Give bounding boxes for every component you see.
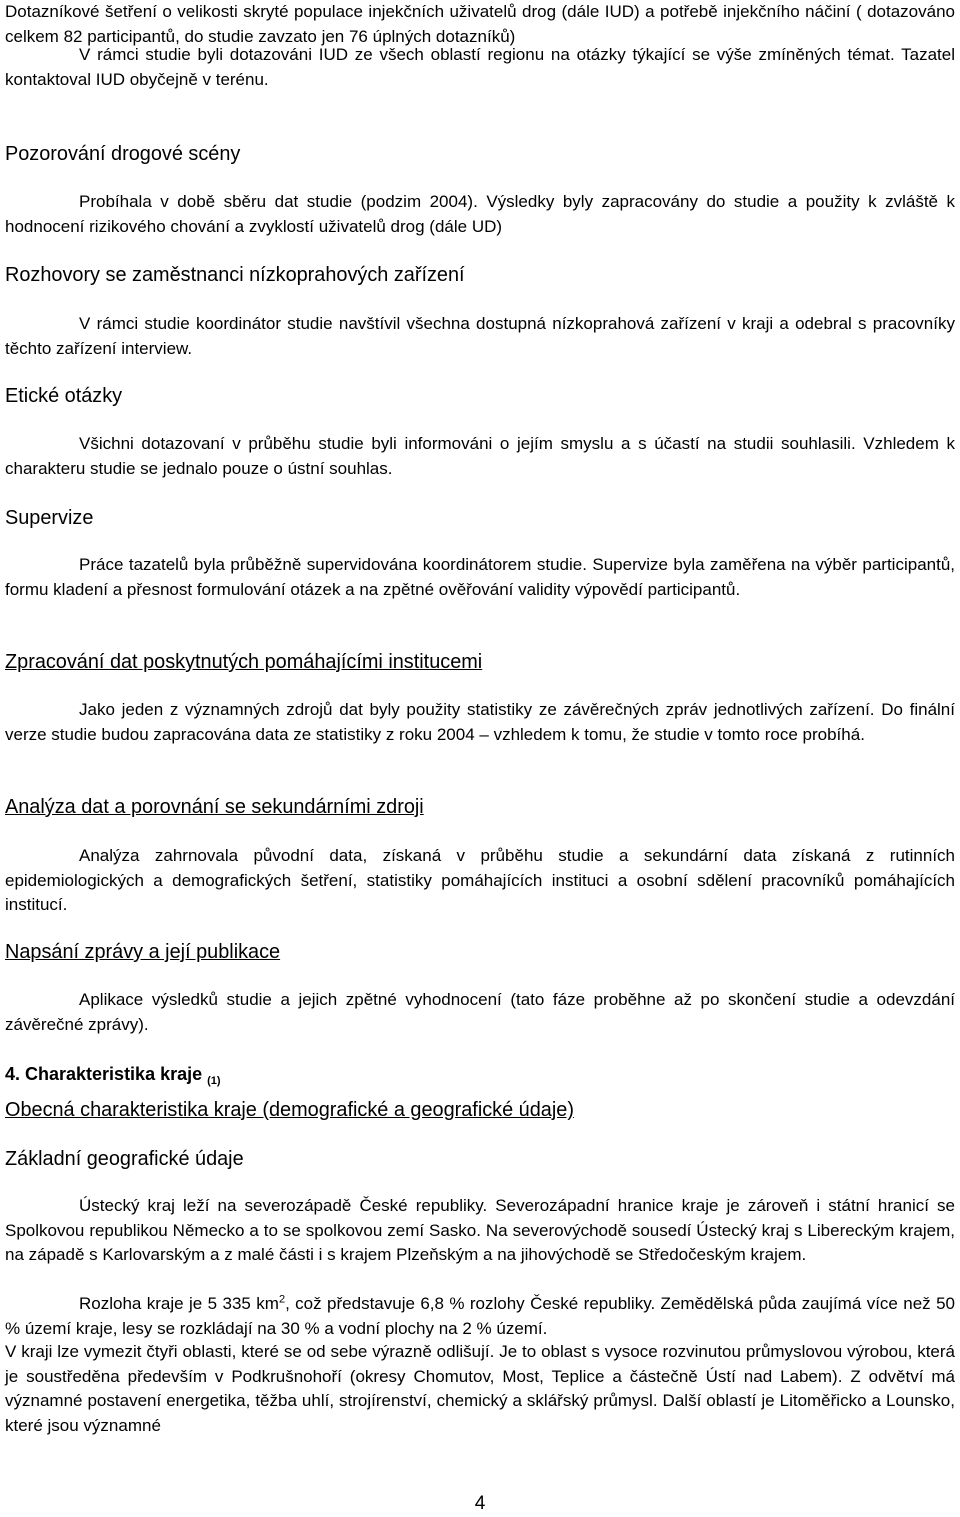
paragraph-institution-data-processing: Jako jeden z významných zdrojů dat byly použity statistiky ze závěrečných zpráv jednotlivých zařízení. Do finální verze studie budou zapracována data ze statistiky z roku 2004 – vzhledem k tomu, že studie v tomto roce probíhá. [5, 700, 955, 744]
paragraph-data-analysis: Analýza zahrnovala původní data, získaná v průběhu studie a sekundární data získaná z rutinních epidemiologických a demografických šetření, statistiky pomáhajících instituci a osobní sdělení pracovníků pomáhajících institucí. [5, 846, 955, 914]
heading-ethical-questions: Etické otázky [5, 385, 123, 407]
area-unit-exponent: 2 [278, 1293, 286, 1306]
paragraph-report-publication: Aplikace výsledků studie a jejich zpětné vyhodnocení (tato fáze proběhne až po skončení studie a odevzdání závěrečné zprávy). [5, 990, 955, 1034]
paragraph-intro: Dotazníkové šetření o velikosti skryté populace injekčních uživatelů drog (dále IUD) a potřebě injekčního náčiní ( dotazováno celkem 82 participantů, do studie zavzato jen 76 úplných dotazníků) [5, 2, 955, 46]
paragraph-geography-regions: V kraji lze vymezit čtyři oblasti, které se od sebe výrazně odlišují. Je to oblast s vysoce rozvinutou průmyslovou výrobou, která je soustředěna především v Podkrušnohoří (okresy Chomutov, Most, Teplice a částečně Ústí nad Labem). Z odvětví má významné postavení energetika, těžba uhlí, strojírenství, chemický a sklářský průmysl. Další oblastí je Litoměřicko a Lounsko, které jsou významné [5, 1342, 955, 1435]
heading-report-publication: Napsání zprávy a její publikace [5, 941, 281, 963]
paragraph-ethical-questions: Všichni dotazovaní v průběhu studie byli informováni o jejím smyslu a s účastí na studii souhlasili. Vzhledem k charakteru studie se jednalo pouze o ústní souhlas. [5, 434, 955, 478]
paragraph-survey-scope: V rámci studie byli dotazováni IUD ze všech oblastí regionu na otázky týkající se výše zmíněných témat. Tazatel kontaktoval IUD obyčejně v terénu. [5, 45, 955, 89]
area-text-start: Rozloha kraje je 5 335 km [79, 1294, 279, 1313]
page-number: 4 [474, 1493, 486, 1514]
heading-staff-interviews: Rozhovory se zaměstnanci nízkoprahových zařízení [5, 264, 465, 286]
heading-basic-geography: Základní geografické údaje [5, 1148, 244, 1170]
area-text-end: , což představuje 6,8 % rozlohy České republiky. Zemědělská půda zaujímá více než 50 % území kraje, lesy se rozkládají na 30 % a vodní plochy na 2 % území. [5, 1294, 955, 1338]
heading-supervision: Supervize [5, 507, 94, 529]
paragraph-drug-scene-observation: Probíhala v době sběru dat studie (podzim 2004). Výsledky byly zapracovány do studie a použity k zvláště k hodnocení rizikového chování a zvyklostí uživatelů drog (dále UD) [5, 192, 955, 236]
paragraph-geography-location: Ústecký kraj leží na severozápadě České republiky. Severozápadní hranice kraje je zároveň i státní hranicí se Spolkovou republikou Německo a to se spolkovou zemí Sasko. Na severovýchodě sousedí Ústecký kraj s Libereckým krajem, na západě s Karlovarským a z malé části i s krajem Plzeňským a na jihovýchodě se Středočeským krajem. [5, 1196, 955, 1264]
heading-data-analysis: Analýza dat a porovnání se sekundárními zdroji [5, 796, 424, 818]
paragraph-staff-interviews: V rámci studie koordinátor studie navštívil všechna dostupná nízkoprahová zařízení v kraji a odebral s pracovníky těchto zařízení interview. [5, 314, 955, 358]
chapter-reference: (1) [207, 1075, 221, 1087]
chapter-heading [5, 1062, 955, 1094]
heading-drug-scene-observation: Pozorování drogové scény [5, 143, 241, 165]
heading-general-characteristics: Obecná charakteristika kraje (demografické a geografické údaje) [5, 1099, 574, 1121]
paragraph-geography-area [5, 1292, 955, 1341]
chapter-title: 4. Charakteristika kraje [5, 1064, 203, 1084]
paragraph-supervision: Práce tazatelů byla průběžně supervidována koordinátorem studie. Supervize byla zaměřena na výběr participantů, formu kladení a přesnost formulování otázek a na zpětné ověřování validity výpovědí participantů. [5, 555, 955, 599]
heading-institution-data-processing: Zpracování dat poskytnutých pomáhajícími institucemi [5, 651, 483, 673]
